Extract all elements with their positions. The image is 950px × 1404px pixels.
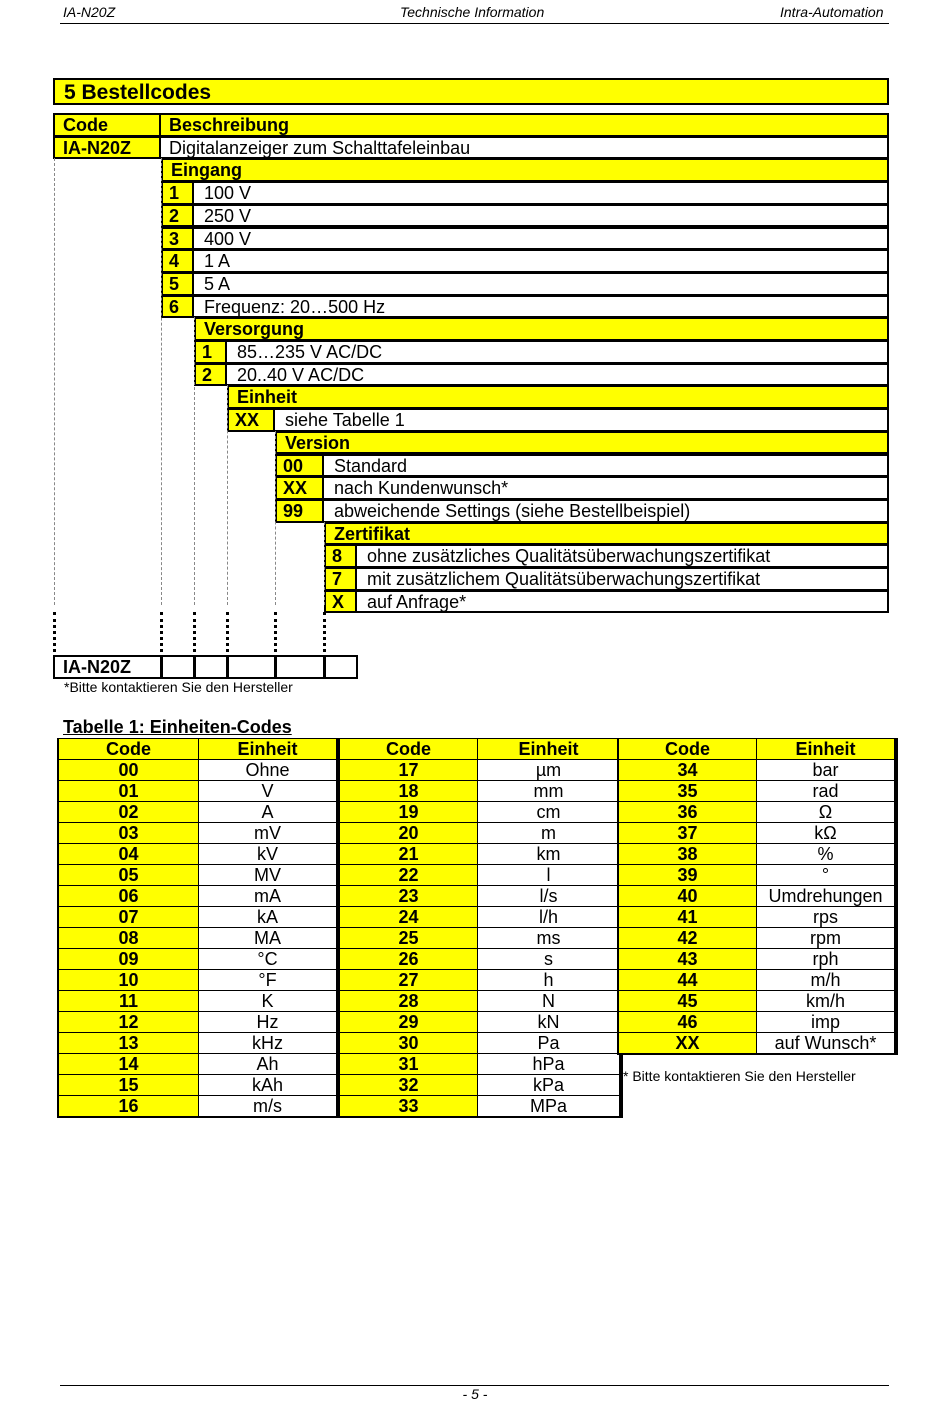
table-row: [58, 1075, 338, 1096]
table-row: [339, 928, 621, 949]
unit-name: MA: [199, 928, 339, 949]
table-row: [58, 865, 338, 886]
table-row: [339, 1012, 621, 1033]
group-title-versorgung: Versorgung: [194, 317, 889, 341]
unit-code: XX: [618, 1033, 757, 1055]
option-description: 85…235 V AC/DC: [227, 340, 889, 364]
column-header-unit: Einheit: [199, 739, 339, 760]
unit-name: l: [478, 865, 622, 886]
unit-code: 44: [618, 970, 757, 991]
table-row: [58, 781, 338, 802]
unit-code: 15: [58, 1075, 199, 1096]
unit-code: 19: [339, 802, 478, 823]
table-row: [339, 970, 621, 991]
unit-name: °C: [199, 949, 339, 970]
unit-name: l/s: [478, 886, 622, 907]
unit-code: 14: [58, 1054, 199, 1075]
unit-code: 17: [339, 760, 478, 781]
table-row: [339, 844, 621, 865]
table-row: [618, 865, 896, 886]
unit-name: Hz: [199, 1012, 339, 1033]
section-title-box: [53, 78, 889, 105]
table-row: [618, 928, 896, 949]
unit-code: 37: [618, 823, 757, 844]
group-title-version: Version: [275, 431, 889, 455]
option-description: Frequenz: 20…500 Hz: [194, 295, 889, 319]
unit-name: kAh: [199, 1075, 339, 1096]
option-description: 100 V: [194, 181, 889, 205]
unit-code: 16: [58, 1096, 199, 1118]
table-row: [339, 886, 621, 907]
unit-codes-block: [617, 738, 898, 1055]
final-code-slot: [194, 655, 228, 679]
option-description: 250 V: [194, 204, 889, 228]
connector-dots: [193, 612, 196, 652]
table-row: [618, 949, 896, 970]
table-row: [339, 802, 621, 823]
unit-code: 22: [339, 865, 478, 886]
table1-footnote: * Bitte kontaktieren Sie den Hersteller: [623, 1068, 856, 1084]
unit-name: m: [478, 823, 622, 844]
option-description: 400 V: [194, 227, 889, 251]
table-header-row: [58, 739, 338, 760]
unit-name: rad: [757, 781, 897, 802]
table-row: [339, 1096, 621, 1118]
table-row: [58, 886, 338, 907]
unit-name: l/h: [478, 907, 622, 928]
group-title-zertifikat: Zertifikat: [324, 522, 889, 546]
unit-name: A: [199, 802, 339, 823]
unit-code: 34: [618, 760, 757, 781]
unit-name: rph: [757, 949, 897, 970]
unit-code: 03: [58, 823, 199, 844]
unit-code: 05: [58, 865, 199, 886]
unit-code: 25: [339, 928, 478, 949]
unit-name: mA: [199, 886, 339, 907]
unit-name: rps: [757, 907, 897, 928]
connector-dots: [53, 612, 56, 652]
unit-code: 26: [339, 949, 478, 970]
unit-code: 31: [339, 1054, 478, 1075]
unit-code: 12: [58, 1012, 199, 1033]
table-header-row: [339, 739, 621, 760]
header-rule: [60, 23, 889, 24]
unit-name: km: [478, 844, 622, 865]
unit-code: 21: [339, 844, 478, 865]
option-description: 1 A: [194, 249, 889, 273]
header-left: IA-N20Z: [63, 4, 116, 20]
unit-name: s: [478, 949, 622, 970]
unit-name: K: [199, 991, 339, 1012]
connector-line: [54, 158, 55, 605]
option-code: 3: [161, 227, 194, 251]
table-row: [618, 991, 896, 1012]
unit-code: 02: [58, 802, 199, 823]
table-row: [58, 1054, 338, 1075]
table-row: [618, 970, 896, 991]
table-row: [58, 928, 338, 949]
table-row: [618, 802, 896, 823]
option-description: abweichende Settings (siehe Bestellbeispiel): [324, 499, 889, 523]
table-row: [58, 823, 338, 844]
unit-name: MPa: [478, 1096, 622, 1118]
unit-code: 09: [58, 949, 199, 970]
column-header-code: Code: [58, 739, 199, 760]
table-row: [618, 886, 896, 907]
table-row: [58, 949, 338, 970]
unit-code: 32: [339, 1075, 478, 1096]
table-row: [618, 781, 896, 802]
connector-dots: [274, 612, 277, 652]
table-row: [339, 823, 621, 844]
option-code: 5: [161, 272, 194, 296]
table-header-row: [618, 739, 896, 760]
table-row: [58, 1033, 338, 1054]
option-code: XX: [227, 408, 275, 432]
column-header-unit: Einheit: [757, 739, 897, 760]
code-header: Code: [53, 113, 161, 137]
unit-name: Umdrehungen: [757, 886, 897, 907]
option-description: Standard: [324, 454, 889, 478]
unit-code: 01: [58, 781, 199, 802]
table-row: [58, 844, 338, 865]
table-row: [339, 781, 621, 802]
option-description: 5 A: [194, 272, 889, 296]
option-description: 20..40 V AC/DC: [227, 363, 889, 387]
unit-name: mV: [199, 823, 339, 844]
unit-name: ms: [478, 928, 622, 949]
unit-name: Ω: [757, 802, 897, 823]
final-code-slot: [227, 655, 276, 679]
option-description: ohne zusätzliches Qualitätsüberwachungszertifikat: [357, 544, 889, 568]
unit-code: 08: [58, 928, 199, 949]
unit-code: 23: [339, 886, 478, 907]
column-header-code: Code: [339, 739, 478, 760]
option-code: 00: [275, 454, 324, 478]
table-row: [58, 991, 338, 1012]
table-row: [58, 802, 338, 823]
unit-code: 10: [58, 970, 199, 991]
section-title: 5 Bestellcodes: [64, 81, 212, 104]
unit-code: 04: [58, 844, 199, 865]
table-row: [618, 844, 896, 865]
table-row: [618, 823, 896, 844]
table-row: [339, 991, 621, 1012]
option-description: auf Anfrage*: [357, 590, 889, 614]
unit-code: 29: [339, 1012, 478, 1033]
unit-code: 35: [618, 781, 757, 802]
unit-code: 13: [58, 1033, 199, 1054]
option-code: 99: [275, 499, 324, 523]
table-row: [339, 949, 621, 970]
unit-name: N: [478, 991, 622, 1012]
option-code: 6: [161, 295, 194, 319]
unit-code: 07: [58, 907, 199, 928]
description-header: Beschreibung: [161, 113, 889, 137]
unit-name: cm: [478, 802, 622, 823]
unit-name: m/h: [757, 970, 897, 991]
table-row: [58, 1096, 338, 1118]
unit-name: kV: [199, 844, 339, 865]
unit-code: 43: [618, 949, 757, 970]
option-code: 1: [161, 181, 194, 205]
unit-name: °: [757, 865, 897, 886]
unit-name: Pa: [478, 1033, 622, 1054]
column-header-code: Code: [618, 739, 757, 760]
table-row: [339, 760, 621, 781]
order-footnote: *Bitte kontaktieren Sie den Hersteller: [64, 679, 293, 695]
unit-name: kPa: [478, 1075, 622, 1096]
unit-name: m/s: [199, 1096, 339, 1118]
connector-line: [194, 317, 195, 605]
group-title-eingang: Eingang: [161, 158, 889, 182]
table-row: [58, 970, 338, 991]
connector-dots: [226, 612, 229, 652]
unit-code: 41: [618, 907, 757, 928]
product-description: Digitalanzeiger zum Schalttafeleinbau: [161, 136, 889, 160]
unit-code: 33: [339, 1096, 478, 1118]
unit-name: MV: [199, 865, 339, 886]
unit-code: 11: [58, 991, 199, 1012]
unit-code: 24: [339, 907, 478, 928]
table-row: [58, 760, 338, 781]
connector-line: [161, 158, 162, 605]
final-code-slot: [324, 655, 358, 679]
group-title-einheit: Einheit: [227, 385, 889, 409]
unit-code: 00: [58, 760, 199, 781]
unit-codes-block: [57, 738, 340, 1118]
unit-code: 28: [339, 991, 478, 1012]
connector-dots: [323, 612, 326, 652]
unit-code: 18: [339, 781, 478, 802]
option-code: X: [324, 590, 357, 614]
unit-name: kN: [478, 1012, 622, 1033]
final-code-slot: [275, 655, 325, 679]
table-row: [618, 1012, 896, 1033]
unit-code: 20: [339, 823, 478, 844]
table-row: [339, 865, 621, 886]
table-row: [58, 1012, 338, 1033]
unit-name: hPa: [478, 1054, 622, 1075]
header-center: Technische Information: [400, 4, 545, 20]
option-code: 7: [324, 567, 357, 591]
unit-code: 36: [618, 802, 757, 823]
table-row: [339, 1075, 621, 1096]
unit-name: rpm: [757, 928, 897, 949]
option-code: XX: [275, 476, 324, 500]
unit-name: °F: [199, 970, 339, 991]
unit-name: kΩ: [757, 823, 897, 844]
unit-code: 40: [618, 886, 757, 907]
unit-name: Ah: [199, 1054, 339, 1075]
option-description: nach Kundenwunsch*: [324, 476, 889, 500]
unit-code: 46: [618, 1012, 757, 1033]
unit-code: 38: [618, 844, 757, 865]
unit-code: 27: [339, 970, 478, 991]
unit-name: %: [757, 844, 897, 865]
header-right: Intra-Automation: [780, 4, 884, 20]
table-row: [618, 760, 896, 781]
connector-line: [275, 431, 276, 605]
option-code: 4: [161, 249, 194, 273]
unit-name: Ohne: [199, 760, 339, 781]
unit-name: kHz: [199, 1033, 339, 1054]
unit-name: µm: [478, 760, 622, 781]
unit-code: 30: [339, 1033, 478, 1054]
page-number: - 5 -: [462, 1386, 488, 1402]
connector-line: [227, 385, 228, 605]
table1-title: Tabelle 1: Einheiten-Codes: [63, 717, 292, 737]
unit-name: auf Wunsch*: [757, 1033, 897, 1055]
connector-dots: [160, 612, 163, 652]
table-row: [339, 907, 621, 928]
unit-name: mm: [478, 781, 622, 802]
table-row: [339, 1054, 621, 1075]
unit-name: bar: [757, 760, 897, 781]
unit-code: 06: [58, 886, 199, 907]
unit-code: 42: [618, 928, 757, 949]
unit-name: V: [199, 781, 339, 802]
option-code: 8: [324, 544, 357, 568]
table-row: [618, 907, 896, 928]
unit-code: 39: [618, 865, 757, 886]
unit-name: km/h: [757, 991, 897, 1012]
unit-name: kA: [199, 907, 339, 928]
option-description: siehe Tabelle 1: [275, 408, 889, 432]
product-code: IA-N20Z: [53, 136, 161, 160]
table-row: [58, 907, 338, 928]
unit-codes-block: [338, 738, 623, 1118]
option-code: 2: [161, 204, 194, 228]
table-row: [339, 1033, 621, 1054]
unit-code: 45: [618, 991, 757, 1012]
unit-name: h: [478, 970, 622, 991]
option-code: 1: [194, 340, 227, 364]
table-row: [618, 1033, 896, 1055]
column-header-unit: Einheit: [478, 739, 622, 760]
final-code-slot: [161, 655, 195, 679]
connector-line: [324, 522, 325, 605]
option-code: 2: [194, 363, 227, 387]
option-description: mit zusätzlichem Qualitätsüberwachungszertifikat: [357, 567, 889, 591]
unit-name: imp: [757, 1012, 897, 1033]
final-product-code: IA-N20Z: [53, 655, 162, 679]
